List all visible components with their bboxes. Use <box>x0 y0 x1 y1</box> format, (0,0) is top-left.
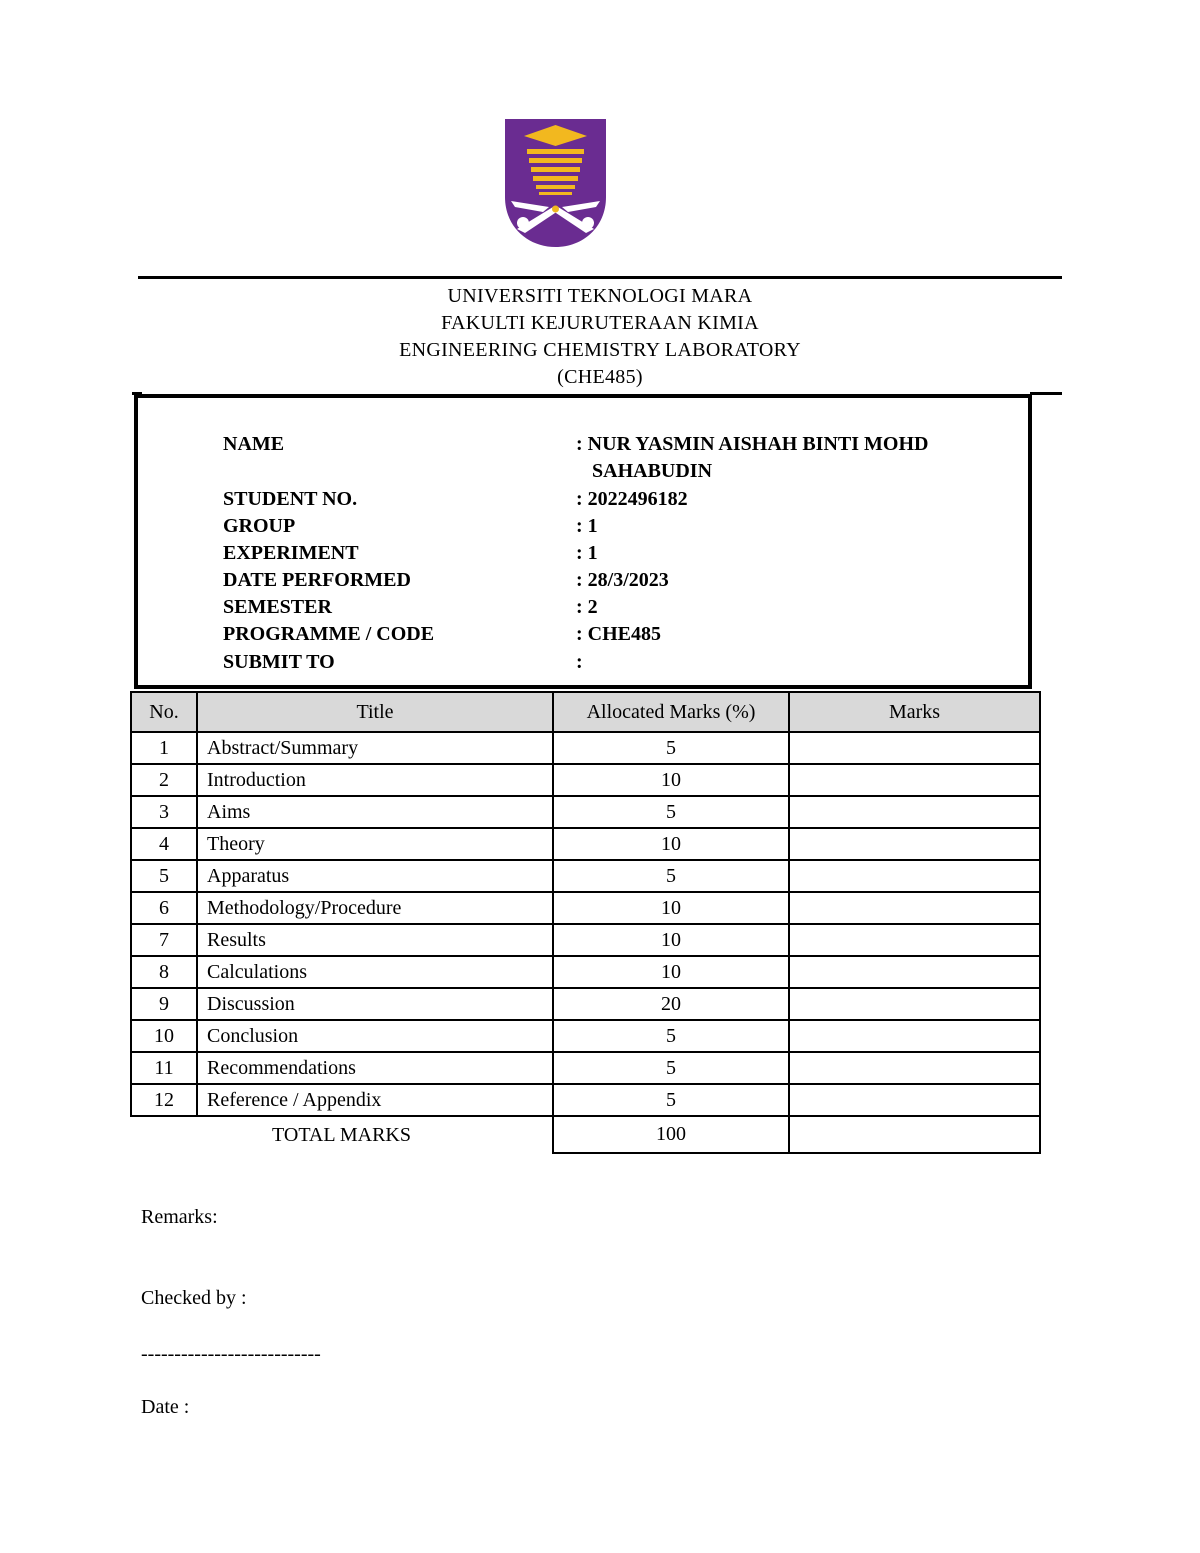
row-title: Methodology/Procedure <box>197 892 553 924</box>
table-header-row <box>131 692 1040 732</box>
programme-value: : CHE485 <box>576 623 661 645</box>
row-marks[interactable] <box>789 1020 1040 1052</box>
university-name: UNIVERSITI TEKNOLOGI MARA <box>447 285 753 307</box>
row-title: Results <box>197 924 553 956</box>
header-no: No. <box>131 692 197 732</box>
table-row <box>131 1084 1040 1116</box>
row-allocated: 10 <box>553 764 789 796</box>
row-allocated: 5 <box>553 860 789 892</box>
table-row <box>131 796 1040 828</box>
table-row <box>131 892 1040 924</box>
semester-label: SEMESTER <box>223 596 332 618</box>
faculty-name: FAKULTI KEJURUTERAAN KIMIA <box>441 312 759 334</box>
row-no: 7 <box>131 924 197 956</box>
date-performed-value: : 28/3/2023 <box>576 569 669 591</box>
document-heading <box>138 283 1062 391</box>
group-label: GROUP <box>223 515 296 537</box>
table-row <box>131 924 1040 956</box>
name-value-continued: SAHABUDIN <box>592 460 713 482</box>
row-title: Reference / Appendix <box>197 1084 553 1116</box>
row-marks[interactable] <box>789 860 1040 892</box>
row-title: Conclusion <box>197 1020 553 1052</box>
table-row <box>131 1052 1040 1084</box>
semester-value: : 2 <box>576 596 598 618</box>
row-no: 1 <box>131 732 197 764</box>
header-bottom-rule <box>1030 392 1062 395</box>
row-allocated: 20 <box>553 988 789 1020</box>
student-no-value: : 2022496182 <box>576 488 688 510</box>
row-title: Introduction <box>197 764 553 796</box>
date-performed-label: DATE PERFORMED <box>223 569 411 591</box>
row-title: Theory <box>197 828 553 860</box>
header-top-rule <box>138 276 1062 279</box>
header-marks: Marks <box>789 692 1040 732</box>
row-marks[interactable] <box>789 764 1040 796</box>
row-title: Abstract/Summary <box>197 732 553 764</box>
row-allocated: 10 <box>553 892 789 924</box>
row-marks[interactable] <box>789 1052 1040 1084</box>
experiment-label: EXPERIMENT <box>223 542 359 564</box>
row-marks[interactable] <box>789 732 1040 764</box>
row-title: Aims <box>197 796 553 828</box>
student-no-label: STUDENT NO. <box>223 488 358 510</box>
table-row <box>131 1020 1040 1052</box>
date-label: Date : <box>141 1396 190 1418</box>
row-allocated: 5 <box>553 1052 789 1084</box>
row-no: 4 <box>131 828 197 860</box>
total-value: 100 <box>553 1116 789 1153</box>
row-title: Discussion <box>197 988 553 1020</box>
name-value: : NUR YASMIN AISHAH BINTI MOHD <box>576 433 929 455</box>
course-code: (CHE485) <box>557 366 643 388</box>
marks-table-body <box>131 732 1040 1116</box>
remarks-label: Remarks: <box>141 1206 218 1228</box>
table-row <box>131 988 1040 1020</box>
row-marks[interactable] <box>789 988 1040 1020</box>
name-label: NAME <box>223 433 285 455</box>
row-allocated: 5 <box>553 1020 789 1052</box>
checked-by-label: Checked by : <box>141 1287 247 1309</box>
row-no: 9 <box>131 988 197 1020</box>
total-marks-cell[interactable] <box>789 1116 1040 1153</box>
programme-label: PROGRAMME / CODE <box>223 623 435 645</box>
row-no: 5 <box>131 860 197 892</box>
group-value: : 1 <box>576 515 598 537</box>
uitm-crest-icon <box>503 119 608 247</box>
row-title: Recommendations <box>197 1052 553 1084</box>
header-title: Title <box>197 692 553 732</box>
header-allocated: Allocated Marks (%) <box>553 692 789 732</box>
submit-to-label: SUBMIT TO <box>223 651 335 673</box>
table-row <box>131 732 1040 764</box>
total-row <box>131 1116 1040 1153</box>
table-row <box>131 828 1040 860</box>
signature-line: --------------------------- <box>141 1343 321 1365</box>
row-allocated: 10 <box>553 956 789 988</box>
total-label: TOTAL MARKS <box>272 1123 411 1146</box>
row-allocated: 5 <box>553 1084 789 1116</box>
row-marks[interactable] <box>789 828 1040 860</box>
table-row <box>131 956 1040 988</box>
row-marks[interactable] <box>789 1084 1040 1116</box>
student-info-box <box>134 394 1032 689</box>
row-no: 10 <box>131 1020 197 1052</box>
row-allocated: 5 <box>553 732 789 764</box>
row-marks[interactable] <box>789 892 1040 924</box>
row-no: 12 <box>131 1084 197 1116</box>
row-title: Calculations <box>197 956 553 988</box>
course-name: ENGINEERING CHEMISTRY LABORATORY <box>399 339 801 361</box>
row-no: 2 <box>131 764 197 796</box>
row-no: 11 <box>131 1052 197 1084</box>
table-row <box>131 764 1040 796</box>
row-no: 6 <box>131 892 197 924</box>
row-title: Apparatus <box>197 860 553 892</box>
row-allocated: 10 <box>553 924 789 956</box>
experiment-value: : 1 <box>576 542 598 564</box>
row-no: 3 <box>131 796 197 828</box>
row-marks[interactable] <box>789 924 1040 956</box>
table-row <box>131 860 1040 892</box>
row-marks[interactable] <box>789 956 1040 988</box>
row-allocated: 5 <box>553 796 789 828</box>
marks-table <box>130 691 1041 1154</box>
row-allocated: 10 <box>553 828 789 860</box>
submit-to-value: : <box>576 651 583 673</box>
row-marks[interactable] <box>789 796 1040 828</box>
row-no: 8 <box>131 956 197 988</box>
